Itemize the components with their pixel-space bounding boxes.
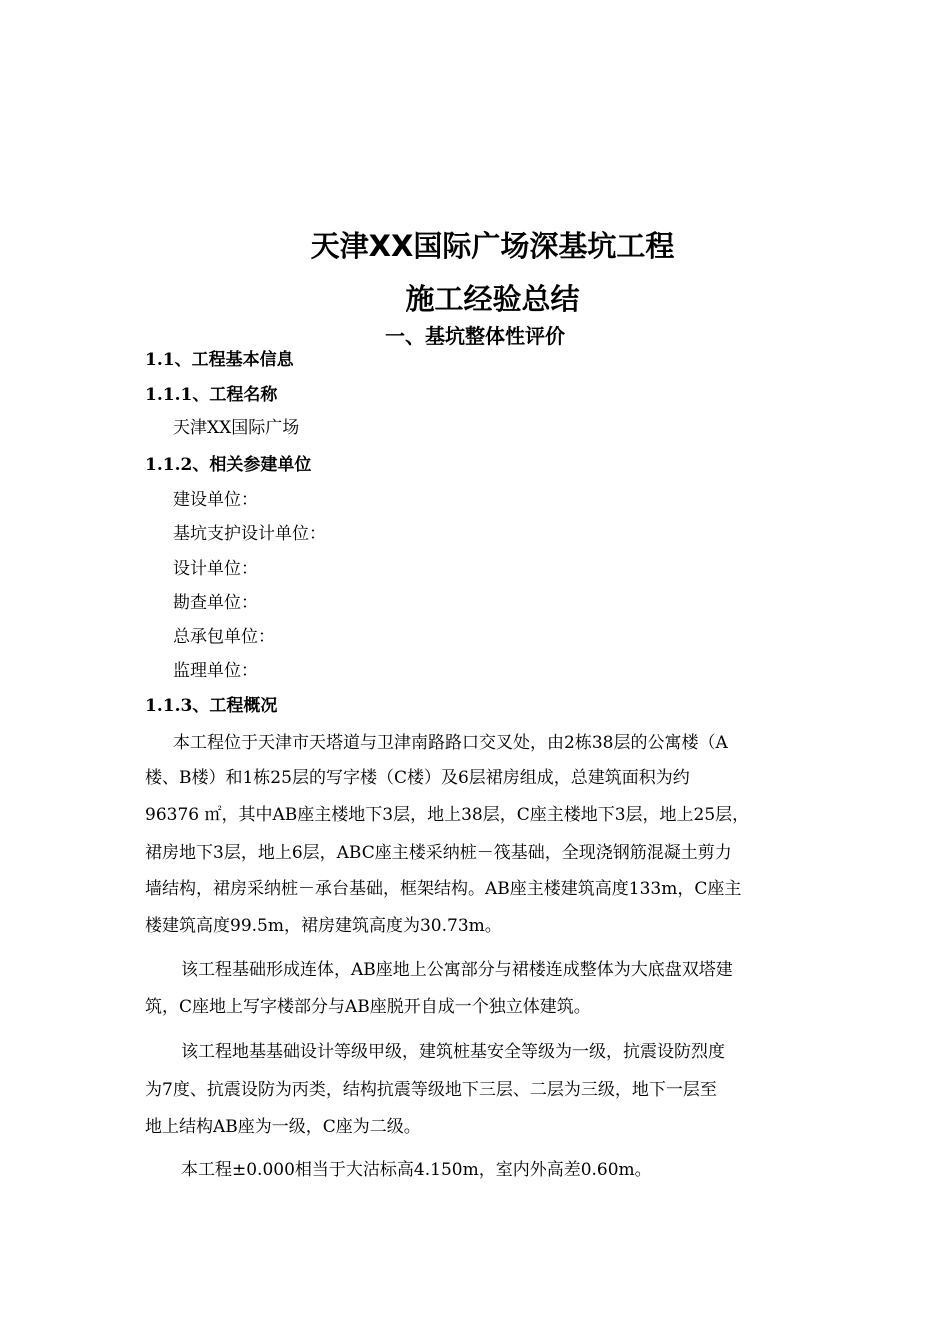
heading-1-1-3: 1.1.3、工程概况	[145, 696, 278, 716]
section-heading: 一、基坑整体性评价	[385, 324, 565, 348]
paragraph-line: 筑，C座地上写字楼部分与AB座脱开自成一个独立体建筑。	[145, 997, 591, 1017]
paragraph-line: 本工程位于天津市天塔道与卫津南路路口交叉处，由2栋38层的公寓楼（A	[173, 733, 728, 753]
paragraph-line: 该工程基础形成连体，AB座地上公寓部分与裙楼连成整体为大底盘双塔建	[181, 960, 733, 980]
paragraph-line: 该工程地基基础设计等级甲级，建筑桩基安全等级为一级，抗震设防烈度	[181, 1042, 725, 1062]
heading-1-1: 1.1、工程基本信息	[145, 350, 294, 370]
paragraph-line: 墙结构，裙房采纳桩－承台基础，框架结构。AB座主楼建筑高度133m，C座主	[145, 879, 742, 899]
paragraph-line: 为7度、抗震设防为丙类，结构抗震等级地下三层、二层为三级，地下一层至	[145, 1080, 717, 1100]
unit-line: 勘查单位：	[173, 593, 258, 613]
heading-1-1-2: 1.1.2、相关参建单位	[145, 455, 312, 475]
unit-line: 监理单位：	[173, 661, 258, 681]
project-name: 天津XX国际广场	[173, 418, 300, 438]
unit-line: 总承包单位：	[173, 627, 275, 647]
paragraph-line: 96376 ㎡，其中AB座主楼地下3层，地上38层，C座主楼地下3层，地上25层，	[145, 805, 750, 825]
unit-line: 建设单位：	[173, 490, 258, 510]
document-subtitle: 施工经验总结	[405, 282, 580, 316]
document-title: 天津XX国际广场深基坑工程	[310, 229, 675, 263]
heading-1-1-1: 1.1.1、工程名称	[145, 385, 278, 405]
paragraph-line: 楼建筑高度99.5m，裙房建筑高度为30.73m。	[145, 916, 502, 936]
unit-line: 设计单位：	[173, 559, 258, 579]
unit-line: 基坑支护设计单位：	[173, 524, 326, 544]
paragraph-line: 楼、B楼）和1栋25层的写字楼（C楼）及6层裙房组成，总建筑面积为约	[145, 768, 690, 788]
paragraph-line: 地上结构AB座为一级，C座为二级。	[145, 1117, 421, 1137]
paragraph-line: 裙房地下3层，地上6层，ABC座主楼采纳桩－筏基础，全现浇钢筋混凝土剪力	[145, 843, 732, 863]
paragraph-line: 本工程±0.000相当于大沽标高4.150m，室内外高差0.60m。	[181, 1160, 652, 1180]
